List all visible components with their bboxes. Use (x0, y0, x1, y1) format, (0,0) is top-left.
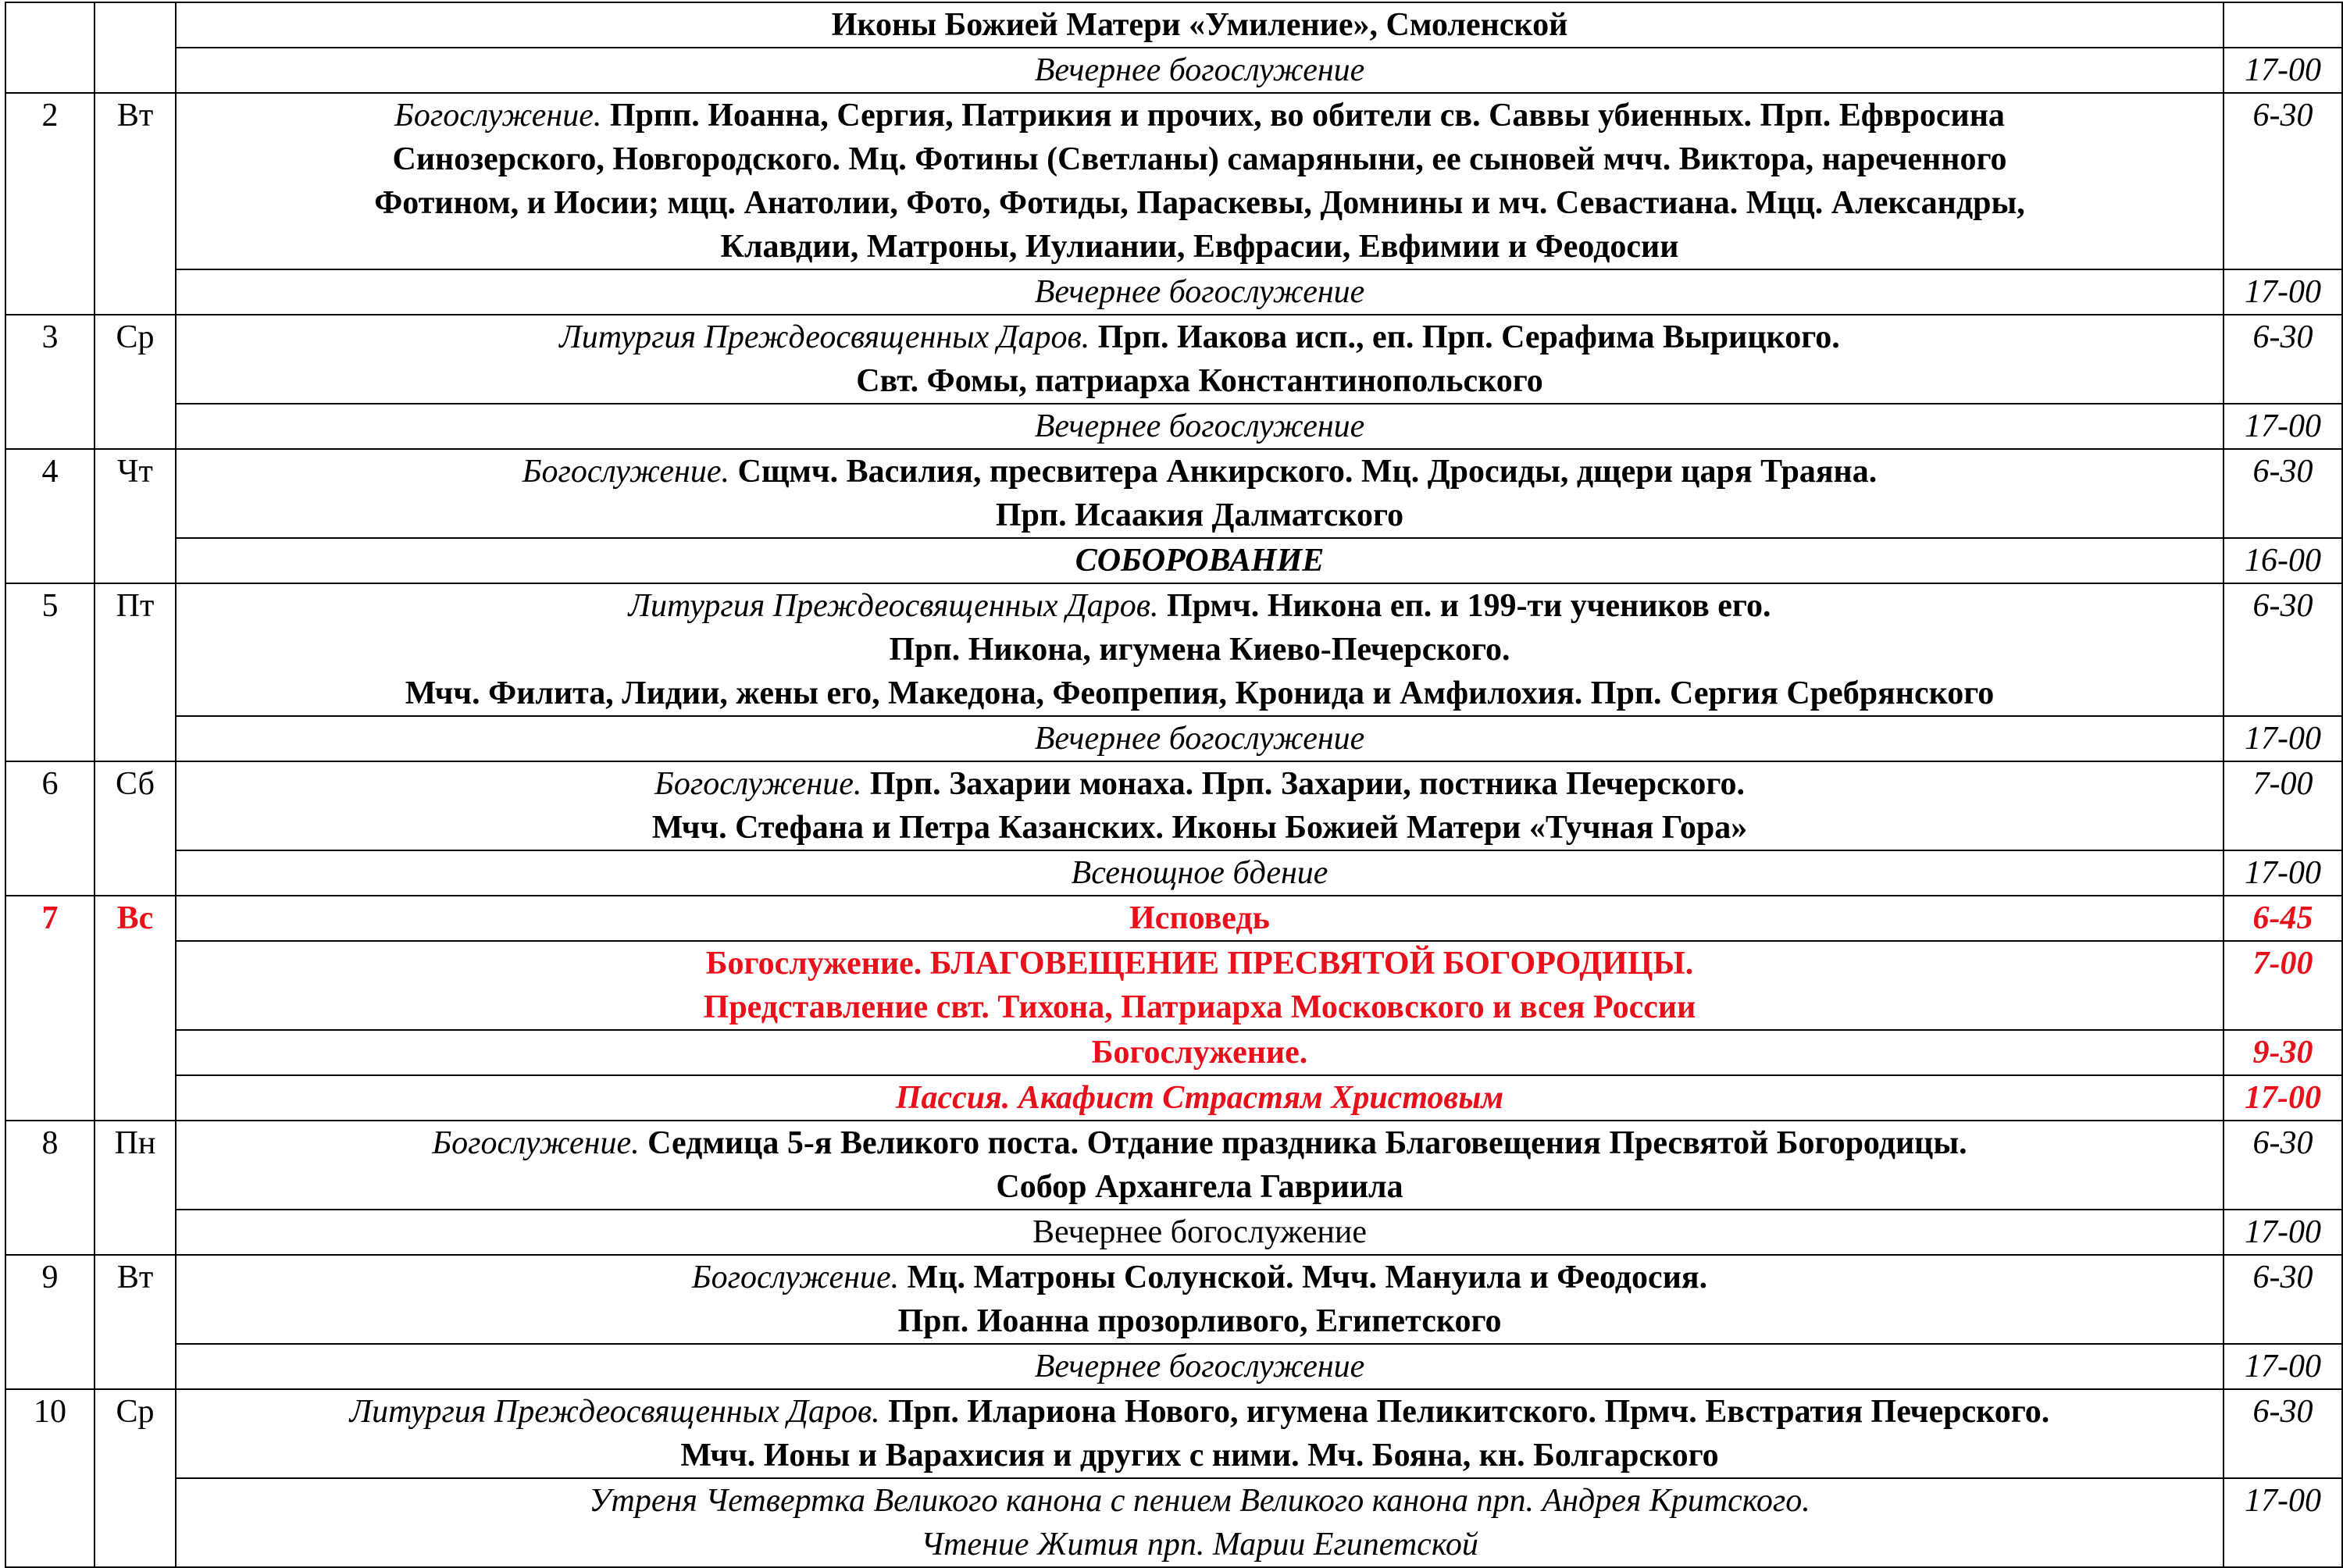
weekday-cell: Пн (95, 1121, 176, 1255)
weekday-cell: Сб (95, 761, 176, 896)
evening-service: Вечернее богослужение (176, 404, 2224, 449)
weekday-cell: Ср (95, 315, 176, 449)
commemoration-text: Прмч. Никона еп. и 199-ти учеников его. (1167, 588, 1771, 624)
commemoration-text: Прп. Никона, игумена Киево-Печерского. (889, 632, 1510, 668)
commemoration-text: Прп. Иоанна прозорливого, Египетского (897, 1303, 1502, 1339)
commemoration-text: Сщмч. Василия, пресвитера Анкирского. Мц. Дросиды, дщери царя Траяна. (737, 454, 1878, 490)
service-kind: Богослужение. (654, 766, 862, 802)
evening-service (176, 1478, 2224, 1567)
time-cell: 16-00 (2224, 538, 2342, 583)
date-cell: 8 (5, 1121, 95, 1255)
table-row (5, 93, 2342, 269)
table-row (5, 583, 2342, 716)
commemoration-text: Прп. Исаакия Далматского (995, 497, 1404, 533)
table-row (5, 1344, 2342, 1389)
date-cell: 9 (5, 1255, 95, 1389)
weekday-cell: Вт (95, 93, 176, 315)
weekday-cell: Вт (95, 1255, 176, 1389)
time-cell: 6-30 (2224, 449, 2342, 538)
table-row (5, 716, 2342, 761)
weekday-cell: Вс (95, 896, 176, 1121)
date-cell: 7 (5, 896, 95, 1121)
service-kind: Богослужение. (691, 1260, 900, 1295)
time-cell: 17-00 (2224, 1478, 2342, 1567)
commemoration-text: Мчч. Стефана и Петра Казанских. Иконы Божией Матери «Тучная Гора» (651, 810, 1748, 846)
evening-service: Вечернее богослужение (176, 48, 2224, 93)
schedule-table (5, 2, 2343, 1568)
commemoration-text: Мчч. Филита, Лидии, жены его, Македона, Феопрепия, Кронида и Амфилохия. Прп. Сергия Сребрянского (405, 675, 1995, 711)
special-service: СОБОРОВАНИЕ (176, 538, 2224, 583)
time-cell: 6-30 (2224, 315, 2342, 404)
service-description (176, 1255, 2224, 1344)
evening-service-line: Чтение Жития прп. Марии Египетской (921, 1527, 1478, 1563)
table-row (5, 2, 2342, 48)
commemoration-text: Клавдии, Матроны, Иулиании, Евфрасии, Евфимии и Феодосии (720, 229, 1679, 265)
date-cell: 5 (5, 583, 95, 761)
service-kind: Литургия Преждеосвященных Даров. (559, 319, 1090, 355)
weekday-cell (95, 2, 176, 93)
table-row (5, 896, 2342, 941)
table-row (5, 404, 2342, 449)
time-cell: 17-00 (2224, 850, 2342, 896)
time-cell: 17-00 (2224, 269, 2342, 315)
service-description (176, 1389, 2224, 1478)
time-cell: 17-00 (2224, 404, 2342, 449)
time-cell: 6-30 (2224, 93, 2342, 269)
table-row (5, 1255, 2342, 1344)
commemoration-text: Седмица 5-я Великого поста. Отдание праздника Благовещения Пресвятой Богородицы. (647, 1125, 1967, 1161)
commemoration-text: Прп. Иакова исп., еп. Прп. Серафима Вырицкого. (1097, 319, 1840, 355)
table-row (5, 48, 2342, 93)
time-cell: 17-00 (2224, 1075, 2342, 1121)
evening-service: Вечернее богослужение (176, 1210, 2224, 1255)
time-cell: 7-00 (2224, 941, 2342, 1030)
time-cell: 6-30 (2224, 1255, 2342, 1344)
service-description (176, 315, 2224, 404)
service-kind: Литургия Преждеосвященных Даров. (628, 588, 1159, 624)
commemoration-text: Прпп. Иоанна, Сергия, Патрикия и прочих, во обители св. Саввы убиенных. Прп. Ефвросина (609, 98, 2005, 134)
table-row (5, 449, 2342, 538)
date-cell: 10 (5, 1389, 95, 1567)
date-cell: 3 (5, 315, 95, 449)
table-row (5, 761, 2342, 850)
commemoration-text: Свт. Фомы, патриарха Константинопольского (856, 363, 1543, 399)
feast-title: Богослужение. БЛАГОВЕЩЕНИЕ ПРЕСВЯТОЙ БОГОРОДИЦЫ. (705, 946, 1694, 982)
service-kind: Богослужение. (432, 1125, 640, 1161)
time-cell: 17-00 (2224, 48, 2342, 93)
evening-service: Вечернее богослужение (176, 716, 2224, 761)
table-row (5, 1075, 2342, 1121)
commemoration-text: Мц. Матроны Солунской. Мчч. Мануила и Феодосия. (907, 1260, 1708, 1295)
table-row (5, 1389, 2342, 1478)
time-cell: 6-30 (2224, 583, 2342, 716)
table-row (5, 850, 2342, 896)
table-row (5, 315, 2342, 404)
service-description (176, 583, 2224, 716)
time-cell: 17-00 (2224, 1344, 2342, 1389)
table-row (5, 1030, 2342, 1075)
feast-service (176, 941, 2224, 1030)
service-description (176, 1121, 2224, 1210)
time-cell: 6-30 (2224, 1121, 2342, 1210)
date-cell: 2 (5, 93, 95, 315)
time-cell: 6-45 (2224, 896, 2342, 941)
evening-service-line: Утреня Четвертка Великого канона с пением Великого канона прп. Андрея Критского. (589, 1483, 1810, 1519)
table-row (5, 1121, 2342, 1210)
table-row (5, 1478, 2342, 1567)
commemoration-text: Представление свт. Тихона, Патриарха Московского и всея России (703, 989, 1696, 1025)
date-cell: 4 (5, 449, 95, 583)
service-kind: Литургия Преждеосвященных Даров. (349, 1394, 880, 1430)
evening-service: Вечернее богослужение (176, 1344, 2224, 1389)
table-row (5, 269, 2342, 315)
time-cell: 7-00 (2224, 761, 2342, 850)
date-cell: 6 (5, 761, 95, 896)
date-cell (5, 2, 95, 93)
time-cell: 9-30 (2224, 1030, 2342, 1075)
table-row (5, 1210, 2342, 1255)
time-cell (2224, 2, 2342, 48)
commemoration-text: Синозерского, Новгородского. Мц. Фотины (Светланы) самаряныни, ее сыновей мчч. Виктора, нареченного (392, 141, 2007, 177)
weekday-cell: Чт (95, 449, 176, 583)
service-description (176, 449, 2224, 538)
service-description: Богослужение. (176, 1030, 2224, 1075)
weekday-cell: Пт (95, 583, 176, 761)
table-row (5, 538, 2342, 583)
table-row (5, 941, 2342, 1030)
evening-service: Всенощное бдение (176, 850, 2224, 896)
time-cell: 6-30 (2224, 1389, 2342, 1478)
akathist-service: Пассия. Акафист Страстям Христовым (176, 1075, 2224, 1121)
evening-service: Вечернее богослужение (176, 269, 2224, 315)
service-kind: Богослужение. (522, 454, 730, 490)
time-cell: 17-00 (2224, 1210, 2342, 1255)
time-cell: 17-00 (2224, 716, 2342, 761)
confession-service: Исповедь (176, 896, 2224, 941)
service-description: Иконы Божией Матери «Умиление», Смоленской (176, 2, 2224, 48)
weekday-cell: Ср (95, 1389, 176, 1567)
service-description (176, 93, 2224, 269)
commemoration-text: Прп. Захарии монаха. Прп. Захарии, постника Печерского. (869, 766, 1745, 802)
service-kind: Богослужение. (394, 98, 602, 134)
service-description (176, 761, 2224, 850)
commemoration-text: Мчч. Ионы и Варахисия и других с ними. Мч. Бояна, кн. Болгарского (680, 1438, 1719, 1474)
commemoration-text: Прп. Илариона Нового, игумена Пеликитского. Прмч. Евстратия Печерского. (888, 1394, 2050, 1430)
commemoration-text: Фотином, и Иосии; мцц. Анатолии, Фото, Фотиды, Параскевы, Домнины и мч. Севастиана. Мцц. Александры, (374, 185, 2025, 221)
commemoration-text: Собор Архангела Гавриила (996, 1169, 1403, 1205)
